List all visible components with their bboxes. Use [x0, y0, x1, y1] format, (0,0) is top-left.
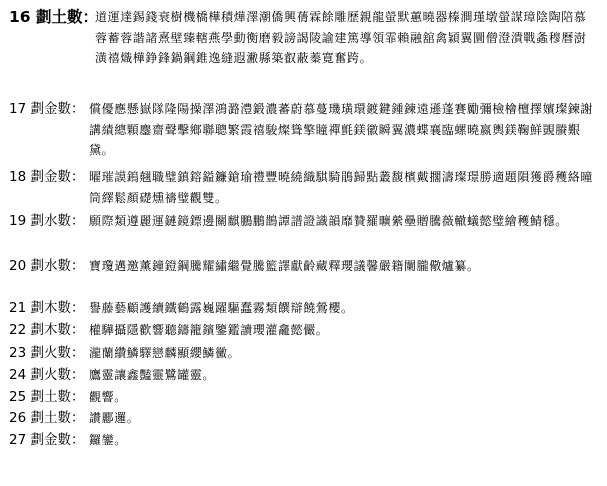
stroke-entry-20	[9, 256, 601, 300]
entry-characters: 譽藤藝顧護續鐵鶴露巍躍驅蠢霧類饌辯饒鶯櫻。	[89, 301, 354, 315]
stroke-entry-27	[9, 430, 601, 452]
entry-characters: 曜璀謨鎢翹職璧鎮鎔鎰鐮鎗瑜禮豐曉繞織騏騎鵑歸點叢馥檳戴擱濤璨璟勝適題隕獲爵穫絡曈筒繹鬆顏礎燻禱璧觀雙。	[89, 170, 594, 205]
entry-label: 21 劃木數：	[9, 300, 85, 316]
entry-label: 27 劃金數：	[9, 432, 85, 448]
stroke-entry-21	[9, 298, 601, 320]
stroke-entry-23	[9, 343, 601, 365]
entry-label: 18 劃金數：	[9, 169, 85, 185]
stroke-entry-17	[9, 99, 601, 165]
stroke-entry-25	[9, 387, 601, 409]
entry-characters: 權驊攝隱歡響聽鑄籠鑌鑒鑑讀瓔灌龕懿儼。	[89, 323, 329, 337]
entry-label: 19 劃水數：	[9, 213, 85, 229]
entry-characters: 鑼鑾。	[89, 433, 127, 447]
entry-characters: 道運達錫錢衰樹機橋樺積燁澤潮僑興蒨霖餘雕歷親龍螢默蕙曉器榛澗瑾墩螢謀璋陰陶陪慕蓉蓄蓉諧諸熹壁臻轄燕學動衡磨毅謗謁陵諭建篤導領霏賴融舘禽穎翼圜僧澄潰戰螽穆曆澍潢禧熾樺錚鋒鍋鋼錐逸縫遐潎縣築叡蔽蓁寛奮跨。	[95, 10, 587, 65]
entry-label: 25 劃土數：	[9, 389, 85, 405]
entry-label: 22 劃木數：	[9, 322, 85, 338]
entry-label: 23 劃火數：	[9, 345, 85, 361]
stroke-entry-18	[9, 167, 601, 211]
stroke-entry-22	[9, 320, 601, 342]
entry-characters: 償優應懸嶽隊隆陽操澤鴻潞澧鍛濃蕃蔚慕蔓璣璜環鍍鍵鍾鍊遠遜蓬賽勵彌檢檜檀擇嬪璨鍊謝講績總顆鏖齋聲擊鄉聯聰繁霞禧駿燦聳擎瞳禪氈鎂徽瞬翼濃蝶襄臨螺曉嬴輿鎂鞠鮮覬賸艱黛。	[89, 102, 594, 157]
entry-label: 16 劃土數：	[9, 8, 98, 26]
entry-label: 24 劃火數：	[9, 367, 85, 383]
entry-characters: 鷹靈讓鑫豔靈鷺罐靈。	[89, 368, 216, 382]
entry-characters: 觀響。	[89, 390, 127, 404]
entry-characters: 讚酈邏。	[89, 411, 140, 425]
stroke-entry-19	[9, 211, 601, 255]
entry-characters: 願際類遵麗運鏈鏡鏢邊關麒鵬鵬鵲譚譜證識韻靡贊羅曠縈壘贈騰薇轍蟻懿璧繪穫鯖穩。	[89, 214, 568, 228]
entry-characters: 寶瓊邁邀薰鐘鐙鋼騰耀繡繼覺騰籃譯獻齡藏釋瓔議馨嚴籍闌朧儆爐纂。	[89, 259, 480, 273]
entry-label: 26 劃土數：	[9, 410, 85, 426]
stroke-entry-26	[9, 408, 601, 430]
stroke-entry-16	[9, 7, 601, 95]
entry-label: 17 劃金數：	[9, 101, 85, 117]
entry-characters: 瀧蘭纘鱗驛戀麟顯纓鱗黴。	[89, 346, 241, 360]
stroke-entry-24	[9, 365, 601, 387]
entry-label: 20 劃水數：	[9, 258, 85, 274]
